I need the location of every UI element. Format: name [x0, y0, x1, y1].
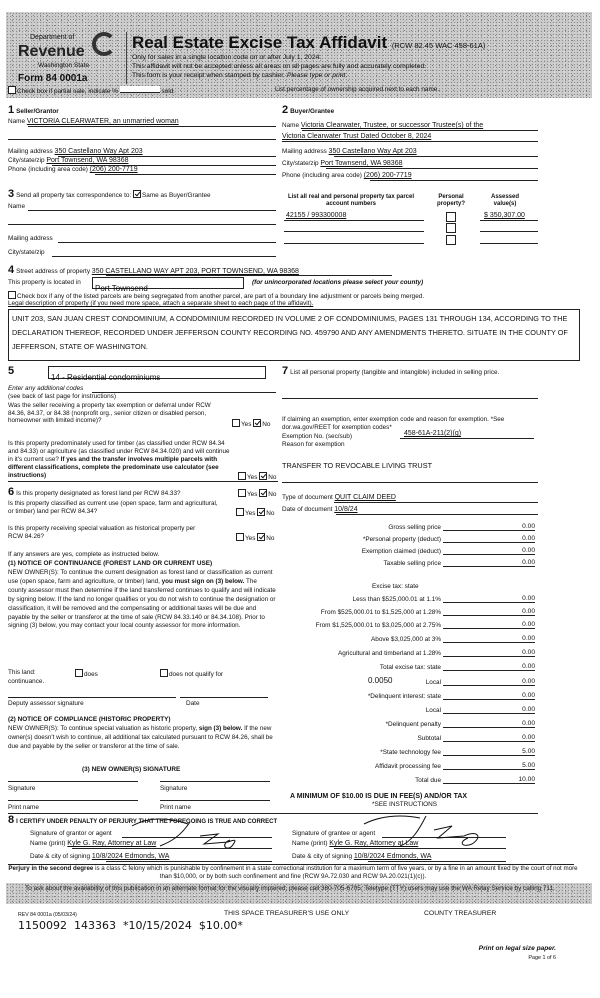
tax-label: Affidavit processing fee	[375, 763, 441, 770]
yes-checkbox[interactable]	[238, 489, 246, 497]
section-number: 8	[8, 814, 15, 826]
correspondence-city-label: City/state/zip	[8, 249, 45, 256]
underline	[95, 174, 276, 175]
no-checkbox[interactable]	[259, 472, 267, 480]
personal-property-label	[282, 367, 552, 378]
buyer-name-field-2[interactable]: Victoria Clearwater Trust Dated October 8, 2024	[282, 133, 432, 140]
does-checkbox[interactable]	[75, 669, 83, 677]
underline	[284, 220, 424, 221]
historic-yes-no	[236, 533, 274, 543]
current-use-question: Is this property classified as current use (open space, farm and agricultural, or timber) land per RCW 84.34?	[8, 500, 218, 515]
label: Name	[8, 118, 26, 125]
tax-row-delinquent-state	[300, 692, 535, 700]
parcel-number-field[interactable]	[284, 243, 424, 244]
parcel-number-field[interactable]	[284, 231, 424, 232]
text: NEW OWNER(S): To continue the current designation as forest land or classification as current use (open space, farm and agriculture, or timber) land,	[8, 569, 273, 585]
street-address-field[interactable]: 350 CASTELLANO WAY APT 203, PORT TOWNSEND, WA 98368	[91, 268, 299, 275]
legal-description-text: UNIT 203, SAN JUAN CREST CONDOMINIUM, A CONDOMINIUM RECORDED IN VOLUME 2 OF CONDOMINIUMS, PAGES 131 THROUGH 134, ACCORDING TO THE DECLARATION THEREOF, RECORDED UNDER JEFFERSON COUNTY RECORDING NO. 459790 AND ANY AMENDMENTS THERETO. SITUATE IN THE COUNTY OF JEFFERSON, STATE OF WASHINGTON.	[12, 314, 568, 351]
tax-value[interactable]: 0.00	[443, 678, 535, 686]
no-checkbox[interactable]	[253, 419, 261, 427]
tax-label: Local	[425, 679, 441, 686]
seller-city-row	[8, 157, 128, 165]
seller-name-line	[28, 126, 276, 127]
if-yes-note: If any answers are yes, complete as instructed below.	[8, 551, 160, 558]
statement: I CERTIFY UNDER PENALTY OF PERJURY THAT THE FOREGOING IS TRUE AND CORRECT	[16, 819, 278, 825]
does-option	[75, 669, 98, 679]
seller-phone-row	[8, 166, 138, 174]
seller-name-field[interactable]: VICTORIA CLEARWATER, an unmarried woman	[26, 118, 179, 125]
no-checkbox[interactable]	[257, 533, 265, 541]
notice-1-heading: (1) NOTICE OF CONTINUANCE (FOREST LAND OR CURRENT USE)	[8, 560, 213, 567]
tax-label: Total due	[415, 777, 441, 784]
question-text: Is this property designated as forest land per RCW 84.33?	[16, 490, 181, 497]
label: Check box if any of the listed parcels are being segregated from another parcel, are part of a boundary line adjustment or parcels being merged.	[17, 293, 425, 300]
additional-codes-label: Enter any additional codes	[8, 385, 84, 392]
tax-value[interactable]: 0.00	[443, 663, 535, 671]
forest-question	[8, 488, 181, 498]
forest-yes-no	[238, 489, 276, 499]
tax-value[interactable]: 0.00	[443, 734, 535, 742]
header-notice-2: This affidavit will not be accepted unless all areas on all pages are fully and accurately completed.	[132, 63, 427, 70]
question-bold: If yes and the transfer involves multiple parcels with different classifications, complete the predominate use calculator (see instructions)	[8, 456, 219, 479]
section-number: 7	[282, 365, 289, 377]
revision-label: REV 84 0001a (05/03/24)	[18, 912, 77, 918]
label: does	[84, 671, 98, 678]
deputy-date-label: Date	[186, 700, 200, 707]
tax-row-processing-fee	[300, 762, 535, 770]
no-label: No	[262, 421, 271, 428]
yes-label: Yes	[247, 491, 258, 498]
correspondence-mailing-label: Mailing address	[8, 235, 53, 242]
land-use-value: 14 - Residential condominiums	[51, 373, 161, 382]
label: does not qualify for	[169, 671, 223, 678]
grantor-sig-label: Signature of grantor or agent	[30, 830, 112, 837]
tax-row-penalty	[300, 720, 535, 728]
doc-date-row	[282, 506, 358, 514]
exemption-label: If claiming an exemption, enter exemption code and reason for exemption. *See dor.wa.gov/REET for exemption codes*	[282, 416, 505, 431]
location-select[interactable]	[92, 277, 244, 293]
label: Name	[282, 122, 300, 129]
tax-value[interactable]: 0.00	[443, 720, 535, 728]
underline	[106, 275, 392, 276]
partial-sale-label: Check box if partial sale, indicate %	[17, 88, 118, 95]
treasurer-use-label: THIS SPACE TREASURER'S USE ONLY	[224, 910, 350, 917]
header-notice-1: Only for sales in a single location code on or after July 1, 2024.	[132, 54, 322, 61]
label: Date & city of signing	[292, 853, 353, 860]
agency-line: Department of	[30, 34, 75, 41]
exemption-yes-no	[232, 419, 270, 429]
correspondence-mailing-field[interactable]	[58, 242, 276, 243]
tax-row-gross	[300, 523, 535, 531]
tax-row-bracket-4	[300, 635, 535, 643]
label: Mailing address	[282, 148, 327, 155]
tax-row-bracket-3	[300, 621, 535, 629]
tax-row-tech-fee	[300, 748, 535, 756]
same-as-buyer-checkbox[interactable]	[133, 190, 141, 198]
located-label: This property is located in	[8, 279, 81, 286]
yes-label: Yes	[241, 421, 252, 428]
buyer-mailing-field[interactable]: 350 Castellano Way Apt 203	[328, 148, 417, 155]
yes-checkbox[interactable]	[236, 508, 244, 516]
bold-text: sign (3) below.	[198, 725, 243, 732]
reason-line	[282, 482, 538, 483]
tax-value[interactable]: 0.00	[443, 595, 535, 603]
underline	[334, 502, 538, 503]
section-number: 4	[8, 264, 15, 276]
tax-value[interactable]: 10.00	[443, 776, 535, 784]
tax-value[interactable]: 0.00	[443, 559, 535, 567]
yes-label: Yes	[245, 510, 256, 517]
grantor-name-row	[30, 840, 156, 848]
value-col-header: Assessed value(s)	[490, 194, 520, 207]
timber-question	[8, 440, 230, 480]
partial-sale-checkbox[interactable]	[8, 86, 16, 94]
deputy-label: Deputy assessor signature	[8, 700, 84, 707]
correspondence-name-label: Name	[8, 203, 26, 210]
correspondence-name-field[interactable]	[28, 210, 276, 211]
parcel-col-header: List all real and personal property tax parcel account numbers	[287, 194, 415, 207]
county-treasurer-label: COUNTY TREASURER	[424, 910, 497, 917]
does-not-option	[160, 669, 223, 679]
tax-label: Above $3,025,000 at 3%	[371, 636, 441, 643]
question-text: Is this property predominately used for timber (as classified under RCW 84.34 and 84.33) or agriculture (as classified under RCW 84.34.020) and will continue in it's current use?	[8, 440, 230, 463]
buyer-name-field[interactable]: Victoria Clearwater, Trustee, or successor Trustee(s) of the	[300, 122, 484, 129]
excise-header: Excise tax: state	[372, 583, 419, 590]
yes-label: Yes	[247, 474, 258, 481]
page-number: Page 1 of 6	[528, 955, 556, 961]
agency-logo-text: Revenue	[18, 43, 85, 60]
personal-property-checkbox[interactable]	[446, 223, 456, 233]
grantor-name-field[interactable]: Kyle G. Ray, Attorney at Law	[67, 840, 157, 847]
notice-text: This form is your receipt when stamped by cashier.	[132, 72, 285, 79]
grantee-name-row	[292, 840, 418, 848]
personal-property-checkbox[interactable]	[446, 212, 456, 222]
notice-italic: Please type or print.	[286, 72, 348, 79]
segregated-checkbox[interactable]	[8, 291, 16, 299]
continuance-label: continuance.	[8, 678, 45, 685]
tax-label: *Personal property (deduct)	[362, 536, 441, 543]
yes-checkbox[interactable]	[236, 533, 244, 541]
underline	[370, 180, 538, 181]
form-number: Form 84 0001a	[18, 73, 88, 84]
seller-heading-text: Seller/Grantor	[16, 108, 59, 115]
label: Send all property tax correspondence to:	[16, 192, 132, 199]
tax-label: Subtotal	[417, 735, 441, 742]
new-owner-sig-heading: (3) NEW OWNER(S) SIGNATURE	[82, 766, 181, 773]
buyer-phone-field[interactable]: (206) 200-7719	[363, 172, 412, 179]
tax-label: *State technology fee	[380, 749, 441, 756]
grantor-date-row	[30, 853, 169, 861]
receipt-stamp: 1150092 143363 *10/15/2024 $10.00*	[18, 919, 243, 932]
tax-value[interactable]: 0.00	[443, 649, 535, 657]
grantee-name-field[interactable]: Kyle G. Ray, Attorney at Law	[329, 840, 419, 847]
tax-row-bracket-1	[300, 595, 535, 603]
exemption-no-field[interactable]: 458-61A-211(2)(g)	[404, 430, 462, 437]
tax-value[interactable]: 0.00	[443, 621, 535, 629]
tax-value[interactable]: 5.00	[443, 748, 535, 756]
signature-label: Signature	[8, 785, 36, 792]
print-name-label: Print name	[160, 804, 191, 811]
additional-codes-note: (see back of last page for instructions)	[8, 393, 116, 400]
underline	[400, 438, 534, 439]
buyer-city-row	[282, 160, 402, 168]
buyer-heading	[282, 106, 334, 116]
current-use-yes-no	[236, 508, 274, 518]
print-note: Print on legal size paper.	[478, 945, 556, 952]
underline	[282, 141, 538, 142]
deputy-signature-field[interactable]	[8, 697, 176, 698]
label: City/state/zip	[282, 160, 319, 167]
tax-row-exemption	[300, 547, 535, 555]
yes-label: Yes	[245, 535, 256, 542]
buyer-name-row-2	[282, 133, 431, 141]
reason-label: Reason for exemption	[282, 441, 345, 448]
notice-2-text	[8, 725, 276, 752]
label: Name (print)	[30, 840, 66, 847]
yes-checkbox[interactable]	[232, 419, 240, 427]
revenue-logo-icon	[92, 32, 116, 56]
legal-label: Legal description of property (if you need more space, attach a separate sheet to each page of the affidavit).	[8, 300, 314, 307]
grantee-date-row	[292, 853, 431, 861]
text: If the new owner(s) doesn't wish to continue, all additional tax calculated pursuant to RCW 84.26, shall be due and payable by the seller or transferor at the time of sale.	[8, 725, 273, 750]
historic-question: Is this property receiving special valuation as historical property per RCW 84.26?	[8, 525, 196, 540]
tax-value[interactable]: 0.00	[443, 706, 535, 714]
divider	[8, 481, 278, 482]
assessed-value-field[interactable]: $ 350,307.00	[484, 212, 525, 219]
additional-codes-field[interactable]	[92, 392, 276, 393]
bold-text: Perjury in the second degree	[8, 865, 94, 872]
tax-row-total-state	[300, 663, 535, 671]
no-label: No	[268, 491, 277, 498]
no-label: No	[266, 510, 275, 517]
tax-row-delinquent-local	[300, 706, 535, 714]
underline	[334, 156, 538, 157]
tax-row-taxable	[300, 559, 535, 567]
text: NEW OWNER(S): To continue special valuation as historic property,	[8, 725, 198, 732]
tax-label: Agricultural and timberland at 1.28%	[337, 650, 441, 657]
ownership-note: List percentage of ownership acquired next to each name.	[275, 86, 440, 93]
seller-mailing-row	[8, 148, 143, 156]
underline	[334, 848, 506, 849]
location-value: Port Townsend	[95, 284, 148, 293]
section-number: 3	[8, 188, 15, 200]
tax-row-local	[300, 678, 535, 686]
buyer-name-row	[282, 122, 483, 130]
this-land-label: This land:	[8, 669, 36, 676]
correspondence-row	[8, 190, 211, 200]
doc-date-field[interactable]: 10/8/24	[334, 506, 358, 513]
notice-2-heading: (2) NOTICE OF COMPLIANCE (HISTORIC PROPERTY)	[8, 716, 171, 723]
underline	[106, 861, 272, 862]
same-as-buyer-label: Same as Buyer/Grantee	[142, 192, 211, 199]
new-owner-print-name-2[interactable]	[160, 800, 270, 801]
exemption-question: Was the seller receiving a property tax exemption or deferral under RCW 84.36, 84.37, or 84.38 (nonprofit org., senior citizen or disabled person, homeowner with limited income)?	[8, 402, 211, 425]
partial-sale-row	[8, 86, 175, 96]
buyer-city-field[interactable]: Port Townsend, WA 98368	[320, 160, 403, 167]
section-number: 6	[8, 486, 15, 498]
seller-mailing-field[interactable]: 350 Castellano Way Apt 203	[54, 148, 143, 155]
underline	[302, 130, 538, 131]
underline	[368, 861, 506, 862]
partial-sale-suffix: sold.	[161, 88, 175, 95]
land-use-select[interactable]	[48, 366, 266, 382]
assessed-value-field[interactable]	[480, 231, 538, 232]
label: Street address of property	[16, 268, 91, 275]
no-label: No	[266, 535, 275, 542]
minimum-notice: A MINIMUM OF $10.00 IS DUE IN FEE(S) AND/OR TAX	[290, 793, 468, 800]
seller-city-field[interactable]: Port Townsend, WA 98368	[46, 157, 129, 164]
tax-label: From $1,525,000.01 to $3,025,000 at 2.75%	[315, 622, 441, 629]
no-checkbox[interactable]	[257, 508, 265, 516]
agency-state: Washington State	[38, 62, 90, 69]
underline	[72, 848, 272, 849]
doc-type-row	[282, 494, 396, 502]
section-number: 1	[8, 104, 15, 116]
tax-value[interactable]: 0.00	[443, 692, 535, 700]
print-name-label: Print name	[8, 804, 39, 811]
label: Name (print)	[292, 840, 328, 847]
grantee-date-field[interactable]: 10/8/2024 Edmonds, WA	[353, 853, 432, 860]
correspondence-name-line-2[interactable]	[8, 224, 276, 225]
no-checkbox[interactable]	[259, 489, 267, 497]
underline	[480, 220, 538, 221]
label: Date & city of signing	[30, 853, 91, 860]
label: List all personal property (tangible and intangible) included in selling price.	[290, 369, 500, 376]
does-not-checkbox[interactable]	[160, 669, 168, 677]
partial-sale-percent-input[interactable]	[120, 86, 160, 93]
perjury-notice	[8, 865, 578, 880]
see-instructions: *SEE INSTRUCTIONS	[372, 801, 437, 808]
new-owner-print-name-1[interactable]	[8, 800, 138, 801]
new-owner-signature-2[interactable]	[160, 781, 270, 782]
tax-label: From $525,000.01 to $1,525,000 at 1.28%	[320, 609, 441, 616]
tax-row-subtotal	[300, 734, 535, 742]
header-notice-3	[132, 72, 347, 80]
buyer-mailing-row	[282, 148, 417, 156]
new-owner-signature-1[interactable]	[8, 781, 138, 782]
label: Mailing address	[8, 148, 53, 155]
label: City/state/zip	[8, 157, 45, 164]
tax-value[interactable]: 0.00	[443, 635, 535, 643]
header-divider	[126, 32, 127, 84]
tax-label: Exemption claimed (deduct)	[361, 548, 441, 555]
tax-label: *Delinquent penalty	[385, 721, 441, 728]
tax-label: *Delinquent interest: state	[367, 693, 441, 700]
label: Type of document	[282, 494, 333, 501]
tax-value[interactable]: 0.00	[443, 535, 535, 543]
personal-property-field[interactable]	[282, 398, 538, 399]
section-5-number: 5	[8, 365, 15, 377]
tax-label: Less than $525,000.01 at 1.1%	[352, 596, 441, 603]
seller-name-row	[8, 118, 179, 126]
personal-col-header: Personal property?	[436, 194, 465, 207]
assessed-value-field[interactable]	[480, 243, 538, 244]
notice-1-text	[8, 569, 276, 631]
doc-type-field[interactable]: QUIT CLAIM DEED	[334, 494, 396, 501]
tax-value[interactable]: 0.00	[443, 608, 535, 616]
label: Date of document	[282, 506, 333, 513]
text: The county assessor must then determine if the land transferred continues to qualify and will indicate by signing below. If the land no longer qualifies or you do not wish to continue the designation or classification, it will be removed and the compensating or additional taxes will be due and payable by the seller or transferor at the time of sale (RCW 84.33.140 or 84.34.108). Prior to signing (3) below, you may contact your local county assessor for more information.	[8, 577, 276, 630]
tax-value[interactable]: 0.00	[443, 523, 535, 531]
underline	[326, 168, 538, 169]
tax-value[interactable]: 0.00	[443, 547, 535, 555]
bold-text: you must sign on (3) below.	[161, 577, 245, 585]
location-note: (for unincorporated locations please select your county)	[252, 279, 424, 286]
tax-label: Total excise tax: state	[379, 664, 441, 671]
tax-label: Taxable selling price	[383, 560, 441, 567]
seller-name-line-2[interactable]	[8, 139, 276, 140]
label: Phone (including area code)	[8, 166, 88, 173]
legal-description-field[interactable]	[8, 309, 580, 361]
buyer-heading-text: Buyer/Grantee	[290, 108, 335, 115]
no-label: No	[268, 474, 277, 481]
buyer-phone-row	[282, 172, 412, 180]
label: Phone (including area code)	[282, 172, 362, 179]
deputy-date-field[interactable]	[180, 697, 268, 698]
seller-phone-field[interactable]: (206) 200-7719	[89, 166, 138, 173]
parcel-number-field[interactable]: 42155 / 993300008	[286, 212, 347, 219]
title-text: Real Estate Excise Tax Affidavit	[132, 33, 388, 52]
tax-row-personal	[300, 535, 535, 543]
underline	[336, 514, 538, 515]
tax-value[interactable]: 5.00	[443, 762, 535, 770]
tax-row-total-due	[300, 776, 535, 784]
local-rate[interactable]: 0.0050	[368, 676, 393, 685]
text: is a class C felony which is punishable by confinement in a state correctional institution for a maximum term of five years, or by a fine in an amount fixed by the court of not more than $10,000, or by both such confinement and fine (RCW 9A.72.030 and RCW 9A.20.021(1)(c)).	[95, 865, 578, 880]
title-reference: (RCW 82.45 WAC 458-61A)	[391, 41, 486, 50]
tax-label: Local	[425, 707, 441, 714]
correspondence-city-field[interactable]	[52, 256, 276, 257]
grantee-sig-label: Signature of grantee or agent	[292, 830, 376, 837]
tax-row-agricultural	[300, 649, 535, 657]
signature-label: Signature	[160, 785, 188, 792]
seller-heading	[8, 106, 59, 116]
accessibility-notice: To ask about the availability of this publication in an alternate format for the visually impaired, please call 360-705-6705. Teletype (TTY) users may use the WA Relay Service by calling 711.	[25, 885, 555, 892]
reason-field[interactable]: TRANSFER TO REVOCABLE LIVING TRUST	[282, 461, 433, 470]
section-number: 2	[282, 104, 289, 116]
exemption-no-label: Exemption No. (sec/sub)	[282, 433, 352, 440]
personal-property-checkbox[interactable]	[446, 235, 456, 245]
yes-checkbox[interactable]	[238, 472, 246, 480]
form-title	[132, 34, 485, 55]
grantor-date-field[interactable]: 10/8/2024 Edmonds, WA	[91, 853, 170, 860]
tax-row-bracket-2	[300, 608, 535, 616]
tax-label: Gross selling price	[388, 524, 441, 531]
